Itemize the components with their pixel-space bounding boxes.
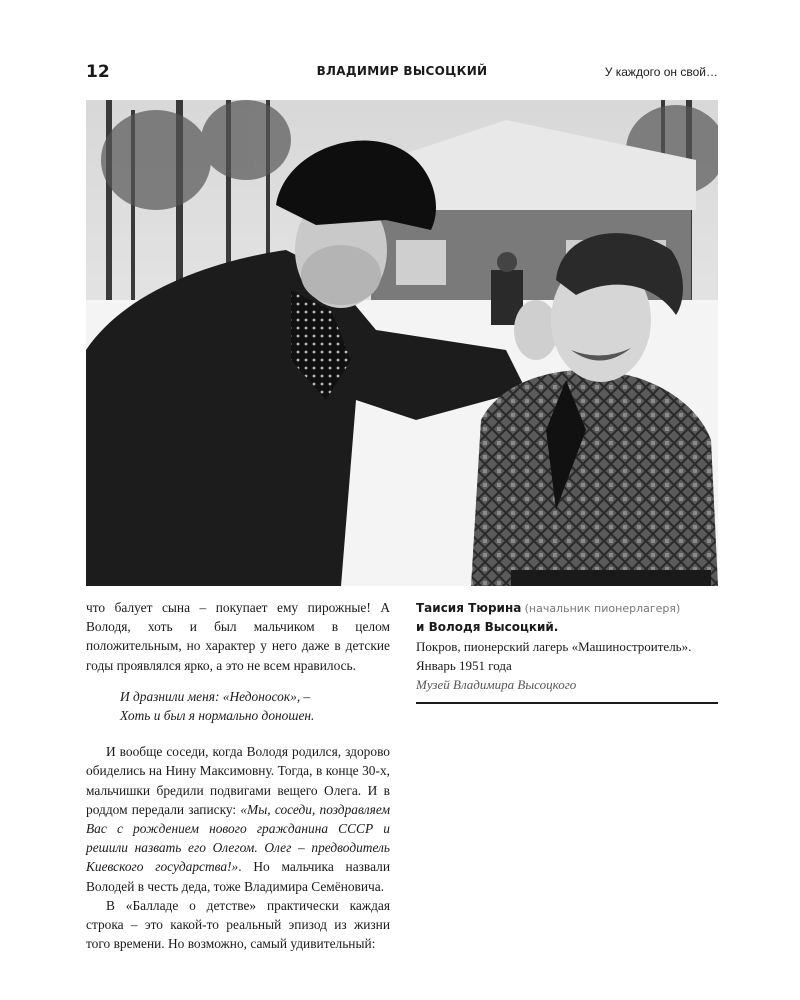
photo-illustration <box>86 100 718 586</box>
paragraph-2-end: . Но мальчика назвали Володей в честь деда, тоже Владимира Семёновича. <box>86 859 390 894</box>
caption-place: Покров, пионерский лагерь «Машиностроитель». <box>416 639 692 654</box>
paragraph-2 <box>86 742 390 896</box>
caption-source: Музей Владимира Высоцкого <box>416 677 577 692</box>
caption-role: (начальник пионерлагеря) <box>524 602 681 615</box>
photo-caption <box>416 598 718 694</box>
paragraph-2-start: И вообще соседи, когда Володя родился, здорово обиделись на Нину Максимовну. Тогда, в конце 30-х, мальчишки бредили подвигами вещего Олега. И в роддом передали записку: <box>86 744 390 817</box>
paragraph-2-note-quote: «Мы, соседи, поздравляем Вас с рождением нового гражданина СССР и решили назвать его Олегом. Олег – предводитель Киевского государства!» <box>86 801 390 875</box>
section-title: У каждого он свой… <box>604 65 718 79</box>
paragraph-1: что балует сына – покупает ему пирожные! А Володя, хоть и был мальчиком в целом положительным, но характер у него даже в детские годы проявлялся ярко, а это не всем нравилось. <box>86 600 390 673</box>
main-text-column <box>86 598 390 953</box>
poem-quote <box>120 687 390 725</box>
page-header <box>86 62 718 82</box>
page-number: 12 <box>86 62 110 82</box>
caption-name-2: и Володя Высоцкий. <box>416 620 559 634</box>
poem-line-1: И дразнили меня: «Недоносок», – <box>120 688 311 704</box>
caption-divider <box>416 702 718 704</box>
caption-name-1: Таисия Тюрина <box>416 601 522 615</box>
poem-line-2: Хоть и был я нормально доношен. <box>120 708 315 724</box>
running-title: ВЛАДИМИР ВЫСОЦКИЙ <box>316 64 488 78</box>
paragraph-3: В «Балладе о детстве» практически каждая строка – это какой-то реальный эпизод из жизни того времени. Но возможно, самый удивительный: <box>86 897 390 952</box>
photograph <box>86 100 718 586</box>
caption-date: Январь 1951 года <box>416 658 512 673</box>
